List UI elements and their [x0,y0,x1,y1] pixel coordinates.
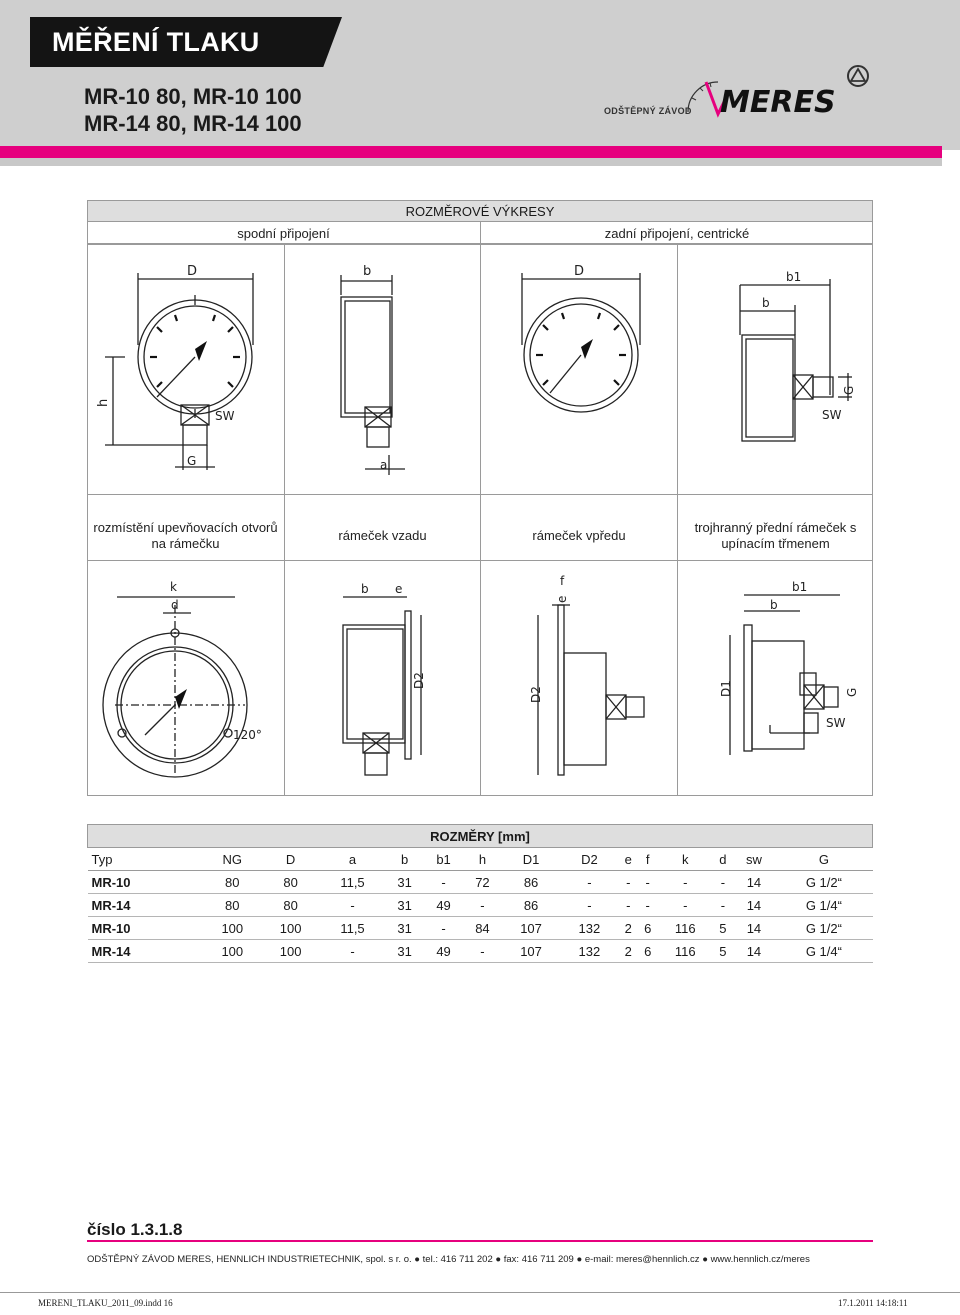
svg-text:G: G [187,454,197,468]
table-cell: G 1/2“ [775,917,872,940]
file-date: 17.1.2011 14:18:11 [838,1298,908,1308]
drawing-back-front [490,255,670,480]
caption-back-connection: zadní připojení, centrické [604,226,750,241]
table-cell: MR-14 [88,940,204,963]
drawings-title: ROZMĚROVÉ VÝKRESY [405,204,555,219]
table-row [88,917,873,940]
table-cell: G 1/2“ [775,871,872,894]
brand-bar-shadow [0,158,942,166]
table-cell: 107 [502,917,560,940]
table-cell: 11,5 [320,917,385,940]
table-cell: - [638,894,657,917]
caption-triangle-frame: trojhranný přední rámeček s upínacím třmenem [694,520,857,551]
table-cell: 80 [261,871,319,894]
table-cell: - [619,894,638,917]
table-cell: - [320,940,385,963]
svg-text:G: G [845,687,859,697]
svg-text:b1: b1 [786,270,802,284]
drawing-triangle-frame [700,575,872,790]
svg-text:e: e [555,595,569,603]
svg-text:D2: D2 [529,686,543,703]
dimensions-title: ROZMĚRY [mm] [88,825,873,848]
table-cell: - [657,871,713,894]
table-cell: 14 [733,940,776,963]
footer-divider [87,1240,873,1242]
divider [87,494,873,495]
file-name: MERENI_TLAKU_2011_09.indd 16 [38,1298,173,1308]
brand-bar [0,146,942,158]
column-header: sw [733,848,776,871]
caption-mount-holes: rozmístění upevňovacích otvorů na rámečku [93,520,278,551]
caption-bottom-connection: spodní připojení [237,226,330,241]
table-cell: 31 [385,894,424,917]
table-cell: - [463,940,502,963]
table-cell: 100 [203,917,261,940]
column-header: d [713,848,732,871]
divider [284,244,285,494]
drawing-bottom-front [95,255,275,480]
table-cell: 100 [203,940,261,963]
drawing-mount-holes [95,575,280,790]
svg-text:f: f [560,575,565,588]
dimensions-table [87,824,873,963]
table-cell: - [424,917,463,940]
svg-text:h: h [96,398,111,407]
svg-text:G: G [842,385,856,395]
table-cell: 132 [560,940,618,963]
table-cell: - [560,894,618,917]
table-cell: 100 [261,917,319,940]
svg-text:D1: D1 [719,680,733,697]
table-cell: - [463,894,502,917]
table-row [88,871,873,894]
svg-text:SW: SW [822,408,842,422]
table-cell: 116 [657,917,713,940]
svg-text:b1: b1 [792,580,808,594]
svg-text:D: D [574,264,585,279]
column-header: D1 [502,848,560,871]
svg-text:e: e [395,582,403,596]
svg-text:b: b [363,264,372,279]
table-cell: MR-14 [88,894,204,917]
svg-text:SW: SW [215,409,235,423]
drawing-front-frame [520,575,660,790]
column-header: Typ [88,848,204,871]
meres-logo [680,62,880,122]
svg-text:b: b [762,296,770,310]
table-cell: 5 [713,917,732,940]
table-cell: 14 [733,917,776,940]
svg-text:b: b [770,598,778,612]
page-title: MĚŘENÍ TLAKU [52,27,260,57]
table-cell: - [320,894,385,917]
table-cell: MR-10 [88,917,204,940]
table-cell: 80 [203,894,261,917]
column-header: f [638,848,657,871]
table-cell: 80 [261,894,319,917]
column-header: D [261,848,319,871]
column-header: G [775,848,872,871]
table-cell: - [713,894,732,917]
table-cell: 14 [733,894,776,917]
table-cell: 107 [502,940,560,963]
table-cell: 31 [385,917,424,940]
table-cell: - [713,871,732,894]
logo-subtitle: ODŠTĚPNÝ ZÁVOD [604,106,692,116]
drawing-rear-frame [325,575,435,790]
table-cell: - [638,871,657,894]
column-header: e [619,848,638,871]
table-cell: 72 [463,871,502,894]
table-cell: 2 [619,940,638,963]
svg-text:k: k [170,580,177,594]
table-cell: - [619,871,638,894]
document-number: číslo 1.3.1.8 [87,1220,183,1239]
table-row [88,940,873,963]
table-cell: 31 [385,871,424,894]
company-footer: ODŠTĚPNÝ ZÁVOD MERES, HENNLICH INDUSTRIETECHNIK, spol. s r. o. ● tel.: 416 711 202 ● fax: 416 711 209 ● e-mail: meres@hennlich.cz ● www.hennlich.cz/meres [87,1254,810,1265]
model-line-2: MR-14 80, MR-14 100 [84,111,302,136]
table-cell: G 1/4“ [775,894,872,917]
logo-text: MERES [720,85,836,120]
table-cell: 5 [713,940,732,963]
table-header-row [88,848,873,871]
svg-text:b: b [361,582,369,596]
column-header: h [463,848,502,871]
drawing-back-side [690,255,870,480]
svg-text:SW: SW [826,716,846,730]
table-cell: G 1/4“ [775,940,872,963]
svg-text:a: a [380,458,388,472]
svg-text:120°: 120° [233,728,262,742]
column-header: D2 [560,848,618,871]
divider [87,560,873,561]
table-cell: 84 [463,917,502,940]
table-cell: - [424,871,463,894]
table-cell: 86 [502,894,560,917]
table-cell: 49 [424,894,463,917]
table-cell: 49 [424,940,463,963]
drawing-bottom-side [325,255,425,480]
table-row [88,894,873,917]
table-cell: 100 [261,940,319,963]
table-cell: 116 [657,940,713,963]
table-cell: MR-10 [88,871,204,894]
divider [677,244,678,494]
table-cell: 6 [638,917,657,940]
model-line-1: MR-10 80, MR-10 100 [84,84,302,109]
table-cell: 6 [638,940,657,963]
table-cell: - [657,894,713,917]
table-cell: 132 [560,917,618,940]
table-cell: 11,5 [320,871,385,894]
table-cell: 86 [502,871,560,894]
table-cell: 80 [203,871,261,894]
svg-text:d: d [171,598,179,612]
svg-text:D: D [187,264,198,279]
table-cell: - [560,871,618,894]
column-header: b [385,848,424,871]
table-cell: 14 [733,871,776,894]
column-header: k [657,848,713,871]
table-cell: 31 [385,940,424,963]
table-cell: 2 [619,917,638,940]
column-header: b1 [424,848,463,871]
svg-text:D2: D2 [412,672,426,689]
column-header: NG [203,848,261,871]
caption-rear-frame: rámeček vzadu [338,528,427,543]
drawings-title-cell [87,200,873,222]
column-header: a [320,848,385,871]
caption-front-frame: rámeček vpředu [532,528,626,543]
